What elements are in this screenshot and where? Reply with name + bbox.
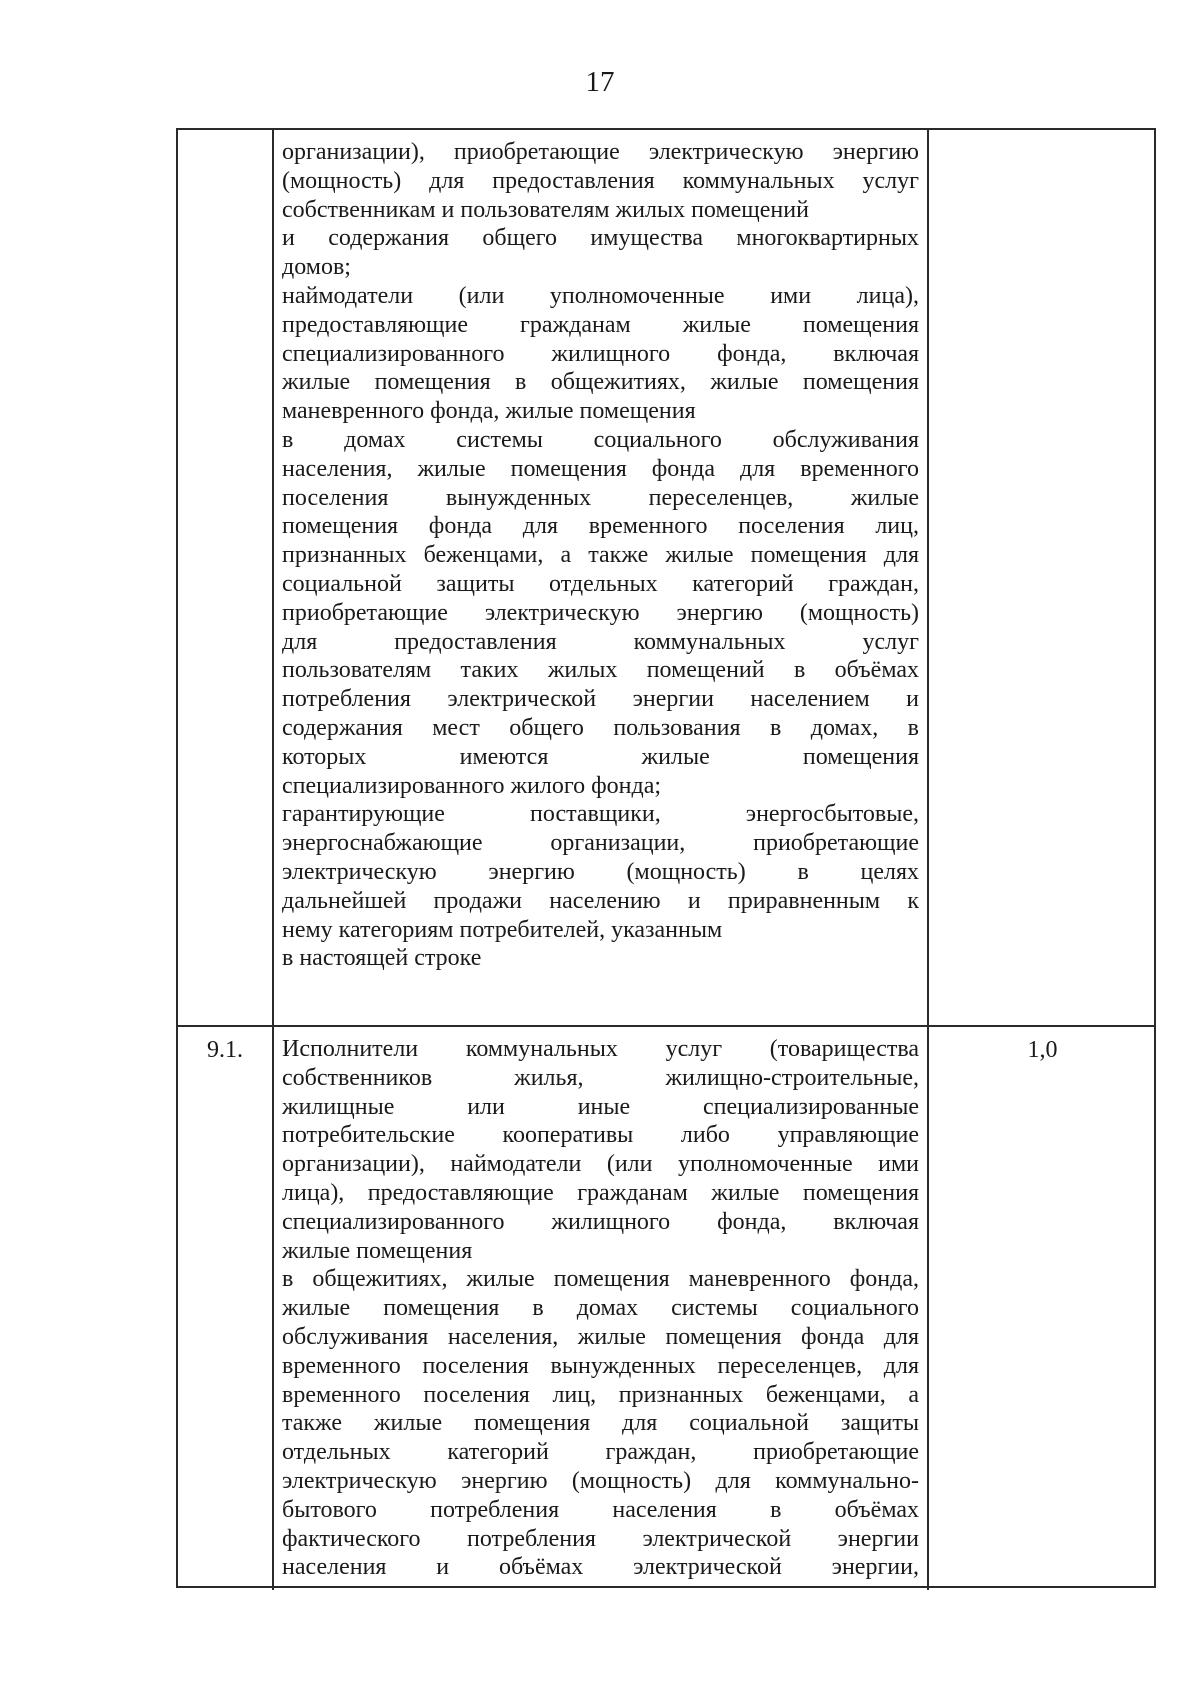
description-line: содержания мест общего пользования в домах, в xyxy=(282,714,919,741)
description-cell xyxy=(274,1027,929,1590)
description-line: потребительские кооперативы либо управляющие xyxy=(282,1122,919,1149)
description-line: обслуживания населения, жилые помещения фонда для xyxy=(282,1323,919,1350)
page-number: 17 xyxy=(585,66,615,98)
description-line: населения и объёмах электрической энергии, xyxy=(282,1554,919,1581)
description-line: предоставляющие гражданам жилые помещения xyxy=(282,311,919,338)
description-line: временного поселения лиц, признанных беженцами, а xyxy=(282,1381,919,1408)
row-number-cell xyxy=(178,130,274,1025)
table-row xyxy=(178,130,1154,1025)
description-line: специализированного жилищного фонда, включая xyxy=(282,340,919,367)
description-line: в домах системы социального обслуживания xyxy=(282,426,919,453)
description-line: жилищные или иные специализированные xyxy=(282,1093,919,1120)
description-line: бытового потребления населения в объёмах xyxy=(282,1496,919,1523)
description-line: фактического потребления электрической энергии xyxy=(282,1525,919,1552)
description-line: дальнейшей продажи населению и приравненным к xyxy=(282,887,919,914)
description-line: лица), предоставляющие гражданам жилые помещения xyxy=(282,1179,919,1206)
row-number-cell xyxy=(178,1027,274,1590)
table-row xyxy=(178,1025,1154,1590)
coefficient-cell xyxy=(929,130,1156,1025)
coefficient-cell xyxy=(929,1027,1156,1590)
description-line: наймодатели (или уполномоченные ими лица), xyxy=(282,282,919,309)
description-line: маневренного фонда, жилые помещения xyxy=(282,398,696,425)
coefficient-value: 1,0 xyxy=(1027,1037,1058,1063)
description-line: жилые помещения xyxy=(282,1237,473,1264)
description-line: в общежитиях, жилые помещения маневренного фонда, xyxy=(282,1266,919,1293)
description-line: (мощность) для предоставления коммунальных услуг xyxy=(282,167,919,194)
description-line: отдельных категорий граждан, приобретающие xyxy=(282,1439,919,1466)
description-line: социальной защиты отдельных категорий граждан, xyxy=(282,570,919,597)
description-line: приобретающие электрическую энергию (мощность) xyxy=(282,599,919,626)
description-line: Исполнители коммунальных услуг (товарищества xyxy=(282,1036,919,1062)
description-line: потребления электрической энергии населением и xyxy=(282,686,919,713)
description-line: которых имеются жилые помещения xyxy=(282,743,919,770)
description-line: организации), приобретающие электрическую энергию xyxy=(282,139,919,165)
description-line: признанных беженцами, а также жилые помещения для xyxy=(282,542,919,569)
description-line: в настоящей строке xyxy=(282,945,482,972)
description-line: собственников жилья, жилищно-строительные, xyxy=(282,1064,919,1091)
description-line: также жилые помещения для социальной защиты xyxy=(282,1410,919,1437)
description-line: электрическую энергию (мощность) в целях xyxy=(282,858,919,885)
description-line: энергоснабжающие организации, приобретающие xyxy=(282,830,919,857)
description-line: и содержания общего имущества многоквартирных xyxy=(282,225,919,252)
description-line: гарантирующие поставщики, энергосбытовые, xyxy=(282,801,919,828)
description-line: временного поселения вынужденных переселенцев, для xyxy=(282,1352,919,1379)
description-line: домов; xyxy=(282,254,351,281)
row-number: 9.1. xyxy=(207,1037,243,1063)
description-line: населения, жилые помещения фонда для временного xyxy=(282,455,919,482)
tariff-table xyxy=(176,128,1156,1588)
description-line: собственникам и пользователям жилых помещений xyxy=(282,196,809,223)
description-line: пользователям таких жилых помещений в объёмах xyxy=(282,657,919,684)
description-line: жилые помещения в общежитиях, жилые помещения xyxy=(282,369,919,396)
description-line: специализированного жилищного фонда, включая xyxy=(282,1208,919,1235)
description-line: поселения вынужденных переселенцев, жилые xyxy=(282,484,919,511)
description-line: организации), наймодатели (или уполномоченные ими xyxy=(282,1151,919,1178)
description-cell xyxy=(274,130,929,1025)
description-line: специализированного жилого фонда; xyxy=(282,772,662,799)
description-line: помещения фонда для временного поселения лиц, xyxy=(282,513,919,540)
description-line: жилые помещения в домах системы социального xyxy=(282,1295,919,1322)
description-line: электрическую энергию (мощность) для коммунально- xyxy=(282,1467,919,1494)
description-line: для предоставления коммунальных услуг xyxy=(282,628,919,655)
description-line: нему категориям потребителей, указанным xyxy=(282,916,723,943)
